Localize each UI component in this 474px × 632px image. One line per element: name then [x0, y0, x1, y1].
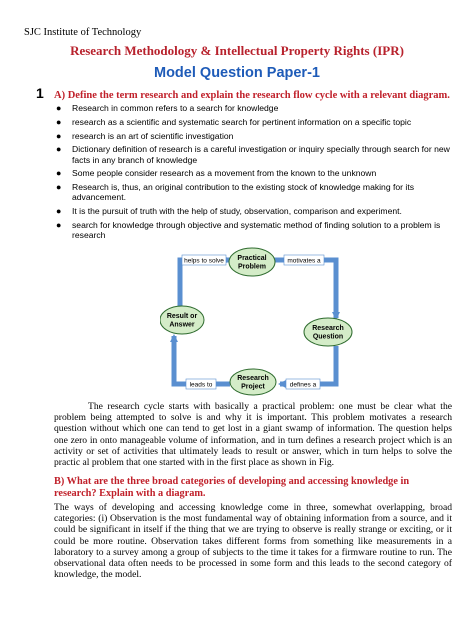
question-number: 1: [36, 85, 44, 101]
edge-label-defines-a: defines a: [289, 381, 317, 389]
list-item: ● Research in common refers to a search for knowledge: [56, 103, 279, 113]
bullet-icon: ●: [56, 206, 62, 217]
node-result-or-answer: [160, 306, 204, 334]
node-label-practical: Practical: [237, 255, 267, 262]
document-title: Research Methodology & Intellectual Property Rights (IPR): [70, 43, 404, 58]
list-item: ● research as a scientific and systematic search for pertinent information on a specific topic: [56, 116, 412, 127]
edge-label-leads-to: leads to: [189, 381, 213, 389]
bullet-icon: ●: [56, 168, 62, 179]
node-label-question: Question: [312, 333, 344, 341]
paper-title: Model Question Paper-1: [154, 65, 320, 81]
institute-name: SJC Institute of Technology: [24, 27, 142, 38]
bullet-icon: ●: [56, 144, 62, 155]
bullet-icon: ●: [56, 103, 62, 113]
node-research-project: [230, 369, 276, 395]
edge-label-motivates-a: motivates a: [287, 257, 321, 265]
definition-list: [54, 103, 452, 244]
node-label-research-p: Research: [237, 375, 269, 382]
list-item: ● It is the pursuit of truth with the help of study, observation, comparison and experiment.: [56, 206, 402, 217]
list-item: ● Dictionary definition of research is a careful investigation or inquiry specially through search for new facts in any branch of knowledge: [56, 144, 450, 165]
node-label-problem: Problem: [237, 263, 267, 271]
arrow-leads-to: [174, 336, 230, 384]
question-part-b: B) What are the three broad categories of developing and accessing knowledge in research? Explain with a diagram.: [54, 476, 410, 499]
bullet-icon: ●: [56, 182, 62, 193]
arrow-helps-to-solve: [180, 260, 230, 306]
node-research-question: [304, 318, 352, 346]
research-cycle-diagram: [160, 246, 356, 396]
list-item: ● Some people consider research as a movement from the known to the unknown: [56, 168, 377, 179]
list-item: ● search for knowledge through objective and systematic method of finding solution to a problem is research: [56, 219, 441, 241]
arrow-defines-a: [280, 346, 336, 384]
node-label-research-q: Research: [312, 325, 344, 332]
bullet-icon: ●: [56, 116, 62, 127]
bullet-icon: ●: [56, 219, 62, 230]
node-practical-problem: [229, 248, 275, 276]
knowledge-categories-paragraph: The ways of developing and accessing knowledge come in three, somewhat overlapping, broad categories: (i) Observation is the most fundamental way of obtaining information from a source, and it could be significant in itself if the thing that we are trying to observe is really strange or exciting, or it could be more routine. Observation takes different forms from something like measurements in a laboratory to a survey among a group of subjects to the time it takes for a firmware routine to run. The observational data often needs to be processed in some form and this leads to the second category of knowledge, the model.: [54, 502, 452, 581]
arrow-motivates-a: [272, 260, 336, 318]
node-label-answer: Answer: [169, 321, 195, 329]
list-item: ● research is an art of scientific investigation: [56, 130, 234, 141]
list-item: ● Research is, thus, an original contribution to the existing stock of knowledge making for its advancement.: [56, 182, 415, 203]
node-label-result-or: Result or: [166, 313, 198, 320]
node-label-project: Project: [241, 383, 265, 391]
question-part-a: A) Define the term research and explain the research flow cycle with a relevant diagram.: [54, 90, 450, 101]
edge-label-helps-to-solve: helps to solve: [184, 257, 224, 265]
research-cycle-paragraph: The research cycle starts with basically a practical problem: one must be clear what the problem being attempted to solve is and why it is important. This problem motivates a research question without which one can tend to get lost in a giant swamp of information. The question helps one zero in onto manageable volume of information, and in turn defines a research project which is an activity or set of activities that ultimately leads to result or answer, which in turn helps to solve the practic al problem that one started with in the first place as shown in Fig.: [54, 401, 452, 469]
bullet-icon: ●: [56, 130, 62, 141]
